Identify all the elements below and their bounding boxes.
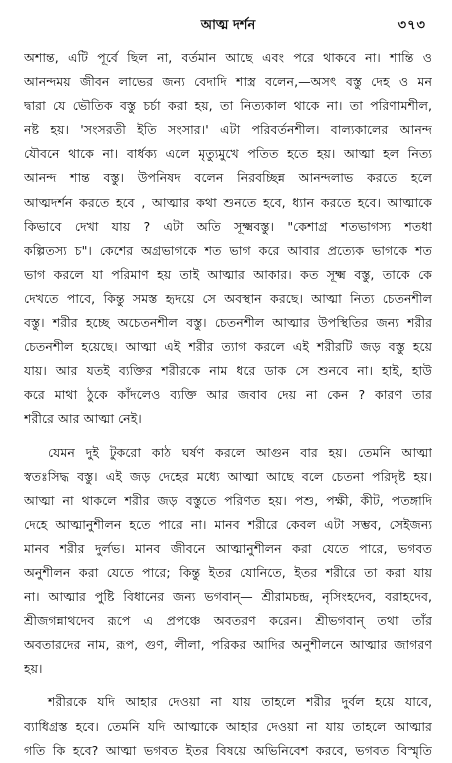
text-line: কিভাবে দেখা যায় ? এটা অতি সূক্ষ্মবস্তু। "কেশাগ্র শতভাগস্য শতধা <box>24 218 432 234</box>
text-line: করে মাথা ঠুকে কাঁদলেও ব্যক্তি আর জবাব দেয় না কেন ? কারণ তার <box>24 387 432 403</box>
text-line: শরীরকে যদি আহার দেওয়া না যায় তাহলে শরীর দুর্বল হয়ে যাবে, <box>48 694 432 710</box>
text-line: যেমন দুই টুকরো কাঠ ঘর্ষণ করলে আগুন বার হয়। তেমনি আত্মা <box>48 444 432 460</box>
page-body <box>24 46 432 763</box>
text-line: দ্বারা যে ভৌতিক বস্তু চর্চা করা হয়, তা নিত্যকাল থাকে না। তা পরিণামশীল, <box>24 98 432 114</box>
running-title: আত্ম দর্শন <box>200 18 256 33</box>
text-line: অনুশীলন করা যেতে পারে; কিন্তু ইতর যোনিতে, ইতর শরীরে তা করা যায় <box>24 564 432 580</box>
text-line: নষ্ট হয়। 'সংসরতী ইতি সংসার।' এটা পরিবর্তনশীল। বাল্যকালের আনন্দ <box>24 122 432 138</box>
text-line: শ্রীজগন্নাথদেব রূপে এ প্রপঞ্চে অবতরণ করেন। শ্রীভগবান্ তথা তাঁর <box>24 613 432 629</box>
text-line: বস্তু। শরীর হচ্ছে অচেতনশীল বস্তু। চেতনশীল আত্মার উপস্থিতির জন্য শরীর <box>24 315 432 331</box>
text-line: ভাগ করলে যা পরিমাণ হয় তাই আত্মার আকার। কত সূক্ষ্ম বস্তু, তাকে কে <box>24 266 432 282</box>
paragraph <box>24 46 432 432</box>
text-line: যায়। আর যতই ব্যক্তির শরীরকে নাম ধরে ডাক সে শুনবে না। হাই, হাউ <box>24 363 432 379</box>
text-line: ব্যাধিগ্রস্ত হবে। তেমনি যদি আত্মাকে আহার দেওয়া না যায় তাহলে আত্মার <box>24 718 432 734</box>
text-line: যৌবনে থাকে না। বার্ধক্য এলে মৃত্যুমুখে পতিত হতে হয়। আত্মা হল নিত্য <box>24 146 432 162</box>
text-line: হয়। <box>24 661 43 677</box>
page-header <box>24 0 432 46</box>
text-line: দেখতে পাবে, কিন্তু সমস্ত হৃদয়ে সে অবস্থান করছে। আত্মা নিত্য চেতনশীল <box>24 290 432 306</box>
text-line: মানব শরীর দুর্লভ। মানব জীবনে আত্মানুশীলন করা যেতে পারে, ভগবত <box>24 540 432 556</box>
text-line: আনন্দ শান্ত বস্তু। উপনিষদ বলেন নিরবচ্ছিন্ন আনন্দলাভ করতে হলে <box>24 170 432 186</box>
text-line: অবতারদের নাম, রূপ, গুণ, লীলা, পরিকর আদির অনুশীলনে আত্মার জাগরণ <box>24 637 432 653</box>
text-line: আত্মা না থাকলে শরীর জড় বস্তুতে পরিণত হয়। পশু, পক্ষী, কীট, পতঙ্গাদি <box>24 492 432 508</box>
text-line: আনন্দময় জীবন লাভের জন্য বেদাদি শাস্ত্র বলেন,—অসৎ বস্তু দেহ ও মন <box>24 74 432 90</box>
paragraph <box>24 441 432 682</box>
text-line: দেহে আত্মানুশীলন হতে পারে না। মানব শরীরে কেবল এটা সম্ভব, সেইজন্য <box>24 516 432 532</box>
text-line: স্বতঃসিদ্ধ বস্তু। এই জড় দেহের মধ্যে আত্মা আছে বলে চেতনা পরিদৃষ্ট হয়। <box>24 468 432 484</box>
text-line: শরীরে আর আত্মা নেই। <box>24 411 142 427</box>
page-number: ৩৭৩ <box>397 18 426 33</box>
text-line: অশান্ত, এটি পূর্বে ছিল না, বর্তমান আছে এবং পরে থাকবে না। শান্তি ও <box>24 50 432 65</box>
paragraph <box>24 690 432 762</box>
text-line: না। আত্মার পুষ্টি বিধানের জন্য ভগবান্— শ্রীরামচন্দ্র, নৃসিংহদেব, বরাহদেব, <box>24 589 432 605</box>
text-line: কল্পিতস্য চ"। কেশের অগ্রভাগকে শত ভাগ করে আবার প্রত্যেক ভাগকে শত <box>24 242 432 258</box>
text-line: আত্মদর্শন করতে হবে , আত্মার কথা শুনতে হবে, ধ্যান করতে হবে। আত্মাকে <box>24 194 432 210</box>
text-line: গতি কি হবে? আত্মা ভগবত ইতর বিষয়ে অভিনিবেশ করবে, ভগবত বিস্মৃতি <box>24 742 432 758</box>
text-line: চেতনশীল হয়েছে। আত্মা এই শরীর ত্যাগ করলে এই শরীরটি জড় বস্তু হয়ে <box>24 339 432 355</box>
